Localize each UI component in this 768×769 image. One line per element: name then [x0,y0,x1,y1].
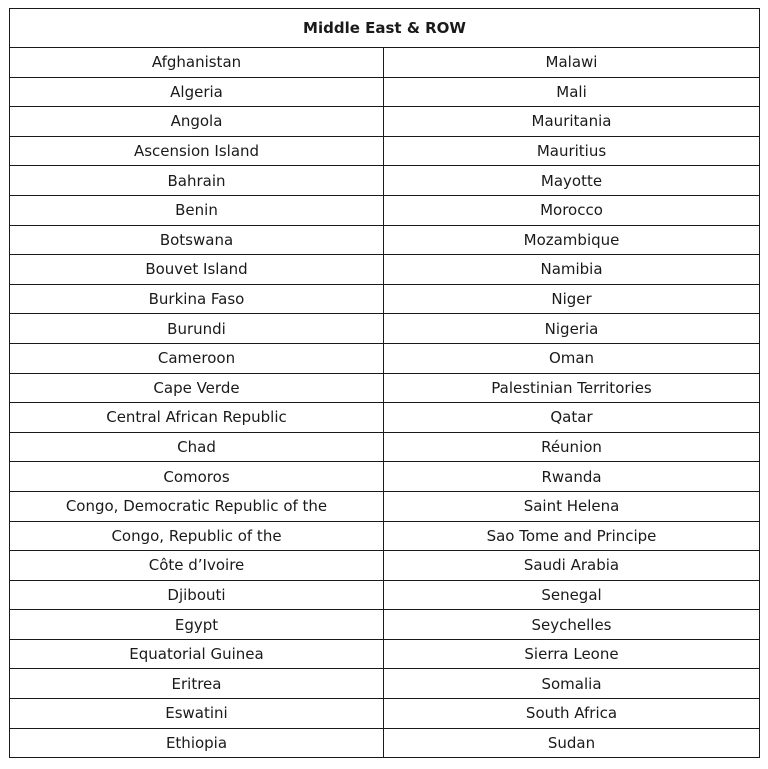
country-cell-right: Malawi [384,48,760,78]
table-row [10,462,760,492]
country-cell-left: Botswana [10,225,384,255]
country-cell-right: Nigeria [384,314,760,344]
country-cell-left: Afghanistan [10,48,384,78]
table-row [10,48,760,78]
country-cell-left: Ethiopia [10,728,384,758]
country-cell-right: Sao Tome and Principe [384,521,760,551]
country-cell-right: Oman [384,343,760,373]
table-row [10,107,760,137]
table-row [10,639,760,669]
country-cell-left: Eswatini [10,699,384,729]
table-body [10,48,760,758]
table-row [10,521,760,551]
country-cell-right: Namibia [384,255,760,285]
country-cell-right: Rwanda [384,462,760,492]
country-cell-right: Sudan [384,728,760,758]
country-cell-right: Qatar [384,403,760,433]
country-cell-right: Saint Helena [384,491,760,521]
country-cell-right: Mauritania [384,107,760,137]
table-row [10,136,760,166]
country-cell-right: Somalia [384,669,760,699]
table-row [10,166,760,196]
country-cell-left: Comoros [10,462,384,492]
country-cell-left: Burundi [10,314,384,344]
table-row [10,669,760,699]
country-cell-left: Angola [10,107,384,137]
country-cell-right: Mozambique [384,225,760,255]
country-cell-right: South Africa [384,699,760,729]
country-cell-left: Cameroon [10,343,384,373]
table-row [10,551,760,581]
country-table [9,8,760,758]
table-row [10,225,760,255]
table-header-row [10,9,760,48]
country-cell-right: Réunion [384,432,760,462]
country-cell-left: Egypt [10,610,384,640]
table-title: Middle East & ROW [10,9,760,48]
table-row [10,373,760,403]
country-cell-left: Central African Republic [10,403,384,433]
country-cell-left: Côte d’Ivoire [10,551,384,581]
country-cell-right: Sierra Leone [384,639,760,669]
table-row [10,610,760,640]
country-cell-left: Chad [10,432,384,462]
table-row [10,728,760,758]
country-cell-right: Niger [384,284,760,314]
table-row [10,343,760,373]
country-cell-left: Algeria [10,77,384,107]
country-cell-right: Seychelles [384,610,760,640]
table-row [10,195,760,225]
country-cell-right: Senegal [384,580,760,610]
country-cell-right: Saudi Arabia [384,551,760,581]
table-row [10,432,760,462]
country-cell-left: Eritrea [10,669,384,699]
country-cell-right: Palestinian Territories [384,373,760,403]
country-cell-right: Mali [384,77,760,107]
country-cell-left: Djibouti [10,580,384,610]
country-cell-left: Congo, Republic of the [10,521,384,551]
country-cell-left: Bahrain [10,166,384,196]
table-row [10,314,760,344]
table-row [10,77,760,107]
country-cell-right: Mauritius [384,136,760,166]
table-row [10,491,760,521]
country-cell-left: Cape Verde [10,373,384,403]
table-row [10,255,760,285]
country-cell-right: Mayotte [384,166,760,196]
country-cell-left: Congo, Democratic Republic of the [10,491,384,521]
country-cell-left: Equatorial Guinea [10,639,384,669]
country-cell-right: Morocco [384,195,760,225]
country-cell-left: Burkina Faso [10,284,384,314]
country-cell-left: Ascension Island [10,136,384,166]
table-row [10,699,760,729]
table-row [10,284,760,314]
country-cell-left: Bouvet Island [10,255,384,285]
table-row [10,403,760,433]
table-row [10,580,760,610]
country-cell-left: Benin [10,195,384,225]
